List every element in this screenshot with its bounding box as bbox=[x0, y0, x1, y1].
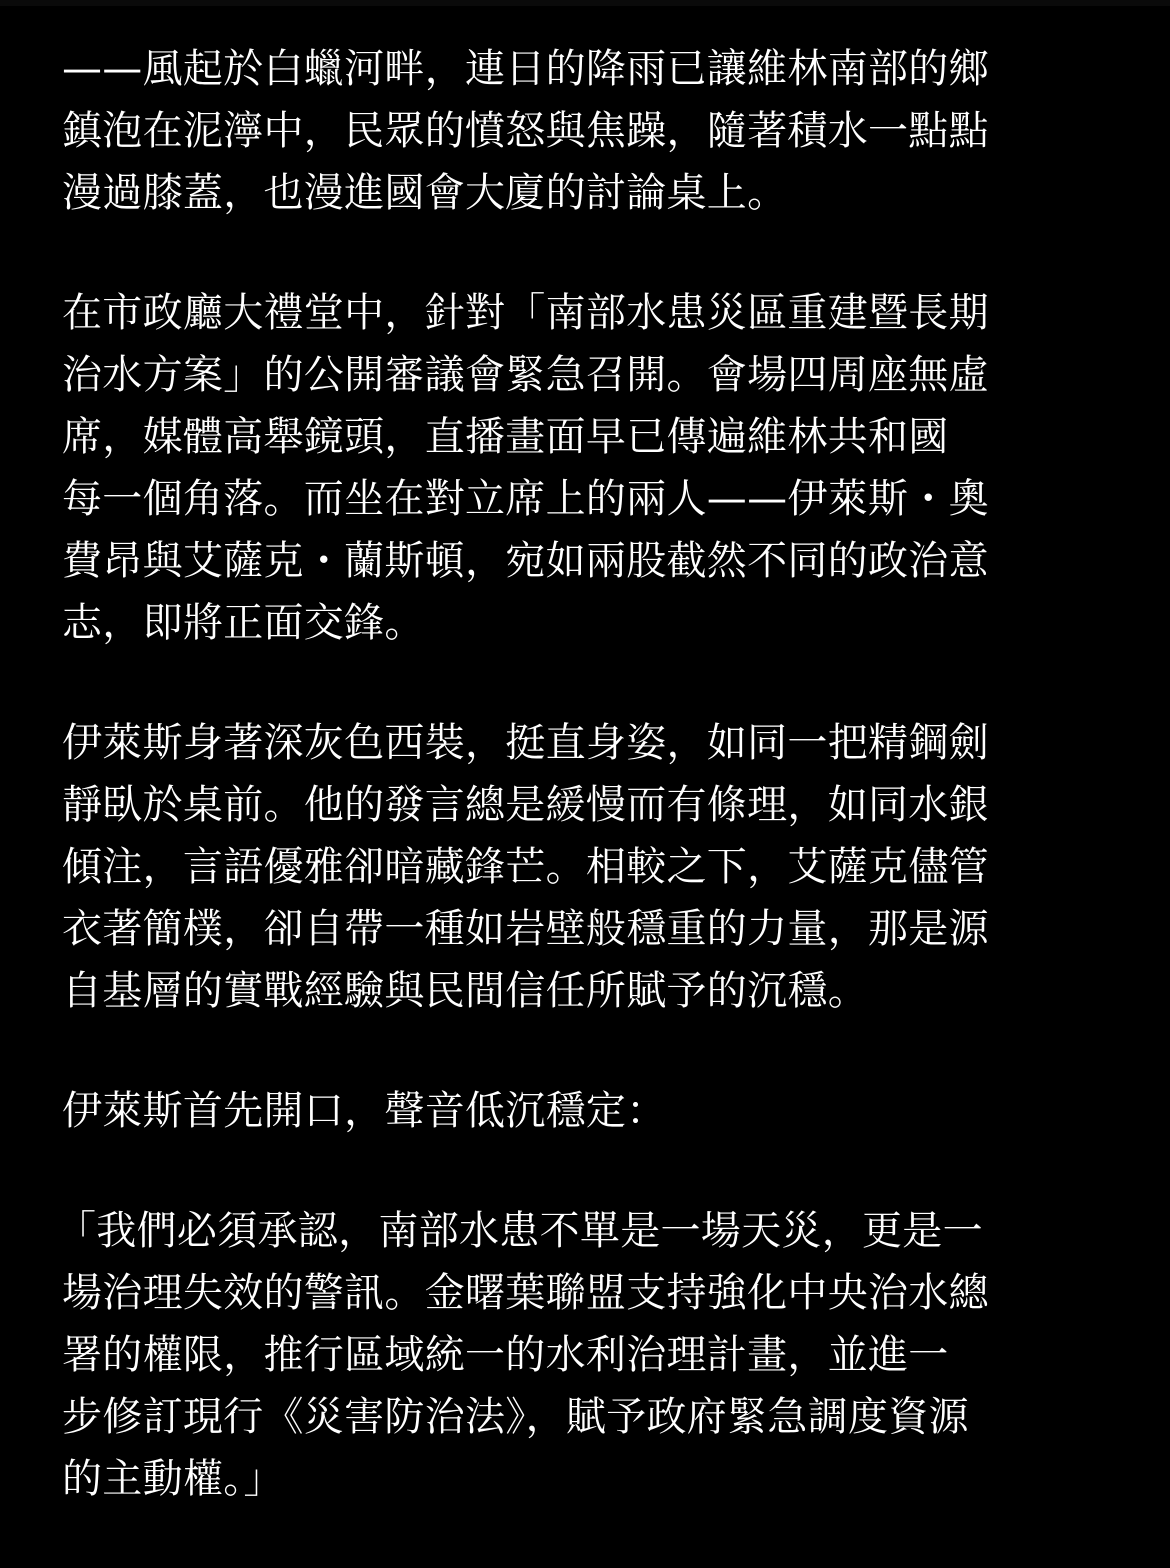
text-line: 在市政廳大禮堂中，針對「南部水患災區重建暨長期 bbox=[62, 290, 989, 336]
text-line: 鎮泡在泥濘中，民眾的憤怒與焦躁，隨著積水一點點 bbox=[62, 108, 989, 154]
text-line: ——風起於白蠟河畔，連日的降雨已讓維林南部的鄉 bbox=[62, 46, 989, 92]
story-paragraph-4 bbox=[62, 1080, 1102, 1142]
text-line: 署的權限，推行區域統一的水利治理計畫，並進一 bbox=[62, 1332, 949, 1378]
text-line: 伊萊斯身著深灰色西裝，挺直身姿，如同一把精鋼劍 bbox=[62, 720, 989, 766]
story-paragraph-1 bbox=[62, 38, 1102, 224]
text-line: 伊萊斯首先開口，聲音低沉穩定： bbox=[62, 1088, 667, 1134]
text-line: 席，媒體高舉鏡頭，直播畫面早已傳遍維林共和國 bbox=[62, 414, 949, 460]
text-line: 場治理失效的警訊。金曙葉聯盟支持強化中央治水總 bbox=[62, 1270, 989, 1316]
text-line: 傾注，言語優雅卻暗藏鋒芒。相較之下，艾薩克儘管 bbox=[62, 844, 989, 890]
text-line: 費昂與艾薩克・蘭斯頓，宛如兩股截然不同的政治意 bbox=[62, 538, 989, 584]
text-line: 的主動權。」 bbox=[62, 1456, 284, 1502]
story-paragraph-3 bbox=[62, 712, 1102, 1022]
text-line: 每一個角落。而坐在對立席上的兩人——伊萊斯・奧 bbox=[62, 476, 989, 522]
text-line: 志，即將正面交鋒。 bbox=[62, 600, 425, 646]
text-line: 漫過膝蓋，也漫進國會大廈的討論桌上。 bbox=[62, 170, 788, 216]
text-line: 自基層的實戰經驗與民間信任所賦予的沉穩。 bbox=[62, 968, 868, 1014]
text-line: 步修訂現行《災害防治法》，賦予政府緊急調度資源 bbox=[62, 1394, 969, 1440]
text-line: 衣著簡樸，卻自帶一種如岩壁般穩重的力量，那是源 bbox=[62, 906, 989, 952]
text-line: 「我們必須承認，南部水患不單是一場天災，更是一 bbox=[56, 1208, 983, 1254]
text-line: 靜臥於桌前。他的發言總是緩慢而有條理，如同水銀 bbox=[62, 782, 989, 828]
text-line: 治水方案」的公開審議會緊急召開。會場四周座無虛 bbox=[62, 352, 989, 398]
story-paragraph-5 bbox=[56, 1200, 1102, 1510]
reading-view[interactable] bbox=[56, 38, 1102, 1568]
story-paragraph-2 bbox=[62, 282, 1102, 654]
top-edge-divider bbox=[0, 0, 1170, 6]
